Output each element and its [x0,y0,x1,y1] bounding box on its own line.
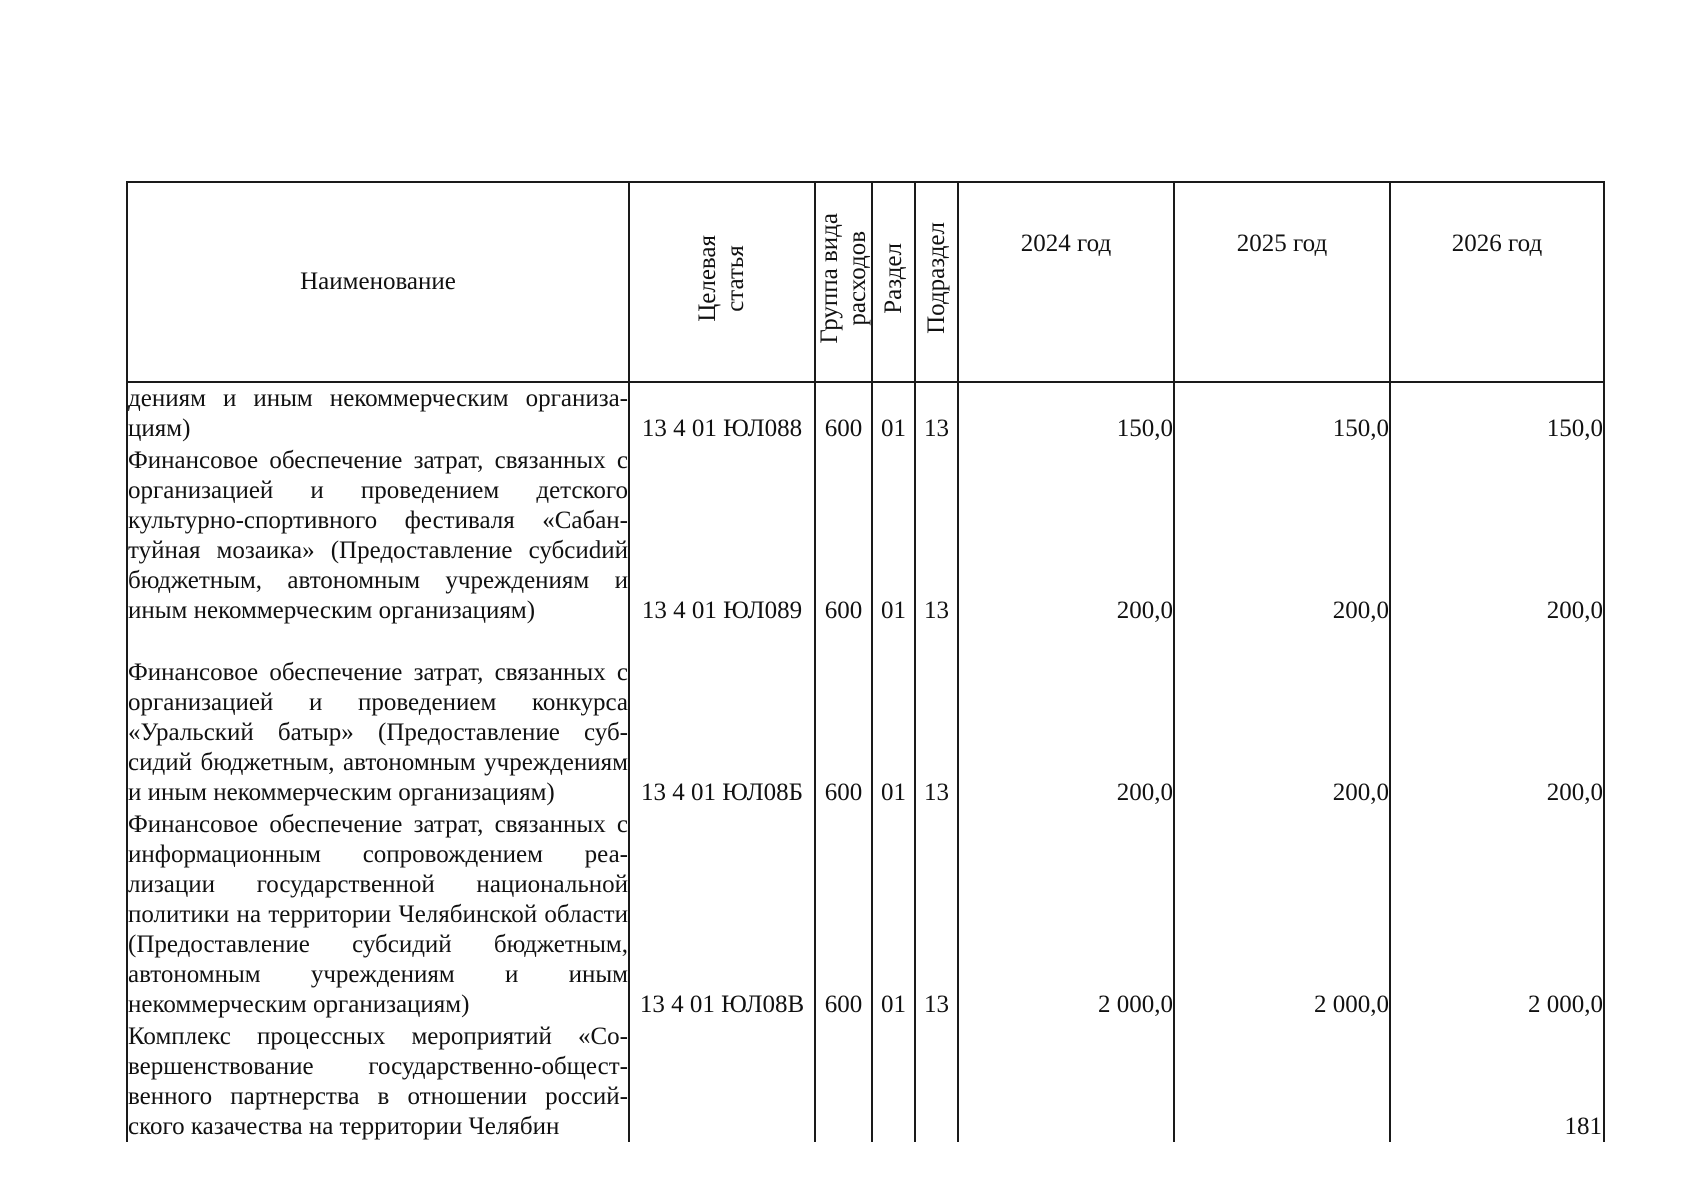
table-row [127,1020,1604,1142]
table-row [127,444,1604,626]
row-expense-group: 600 [815,808,872,1020]
row-expense-group: 600 [815,382,872,444]
header-year-2024: 2024 год [958,182,1174,382]
row-amount-2026: 200,0 [1390,626,1604,808]
row-section: 01 [872,808,915,1020]
table-header-row [127,182,1604,382]
row-subsection: 13 [915,808,958,1020]
header-expense-group [815,182,872,382]
table-row [127,626,1604,808]
row-amount-2025: 200,0 [1174,444,1390,626]
row-expense-group: 600 [815,444,872,626]
header-section [872,182,915,382]
row-amount-2025 [1174,1020,1390,1142]
row-name: Финансовое обеспечение затрат, связанных с организацией и проведением конкурса «Уральский батыр» (Предоставление субсидий бюджетным, автономным учреждениям и иным некоммерческим организациям) [127,626,629,808]
row-expense-group [815,1020,872,1142]
row-target-article: 13 4 01 ЮЛ08В [629,808,815,1020]
row-amount-2026: 150,0 [1390,382,1604,444]
row-subsection: 13 [915,626,958,808]
header-target-article [629,182,815,382]
table-row [127,808,1604,1020]
table-row [127,382,1604,444]
row-name: Комплекс процессных мероприятий «Совершенствование государственно-общественного партнерства в отношении российского казачества на территории Челябин [127,1020,629,1142]
header-expense-group-label: Группа вида расходов [816,212,871,344]
header-target-article-label: Целевая статья [694,234,749,322]
row-target-article [629,1020,815,1142]
row-section: 01 [872,382,915,444]
budget-table [126,181,1605,1142]
row-amount-2025: 200,0 [1174,626,1390,808]
row-amount-2026: 2 000,0 [1390,808,1604,1020]
row-section: 01 [872,444,915,626]
row-amount-2024: 200,0 [958,626,1174,808]
row-subsection [915,1020,958,1142]
row-amount-2024: 200,0 [958,444,1174,626]
row-section: 01 [872,626,915,808]
header-name: Наименование [127,182,629,382]
row-amount-2024: 150,0 [958,382,1174,444]
row-name: Финансовое обеспечение затрат, связанных с организацией и проведением детского культурно-спортивного фестиваля «Сабантуйная мозаика» (Предоставление субсиdий бюджетным, автономным учреждениям и иным некоммерческим организациям) [127,444,629,626]
row-section [872,1020,915,1142]
header-year-2025: 2025 год [1174,182,1390,382]
row-amount-2025: 150,0 [1174,382,1390,444]
row-subsection: 13 [915,382,958,444]
header-subsection-label: Подраздел [922,222,950,334]
header-year-2026: 2026 год [1390,182,1604,382]
row-amount-2024: 2 000,0 [958,808,1174,1020]
row-name: Финансовое обеспечение затрат, связанных с информационным сопровождением реализации государственной национальной политики на территории Челябинской области (Предоставление субсидий бюджетным, автономным учреждениям и иным некоммерческим организациям) [127,808,629,1020]
row-target-article: 13 4 01 ЮЛ089 [629,444,815,626]
page-number: 181 [1564,1113,1602,1140]
row-target-article: 13 4 01 ЮЛ08Б [629,626,815,808]
row-expense-group: 600 [815,626,872,808]
row-subsection: 13 [915,444,958,626]
row-amount-2026: 200,0 [1390,444,1604,626]
row-amount-2024 [958,1020,1174,1142]
header-section-label: Раздел [879,242,907,314]
header-subsection [915,182,958,382]
row-target-article: 13 4 01 ЮЛ088 [629,382,815,444]
row-name: дениям и иным некоммерческим организациям) [127,382,629,444]
row-amount-2025: 2 000,0 [1174,808,1390,1020]
